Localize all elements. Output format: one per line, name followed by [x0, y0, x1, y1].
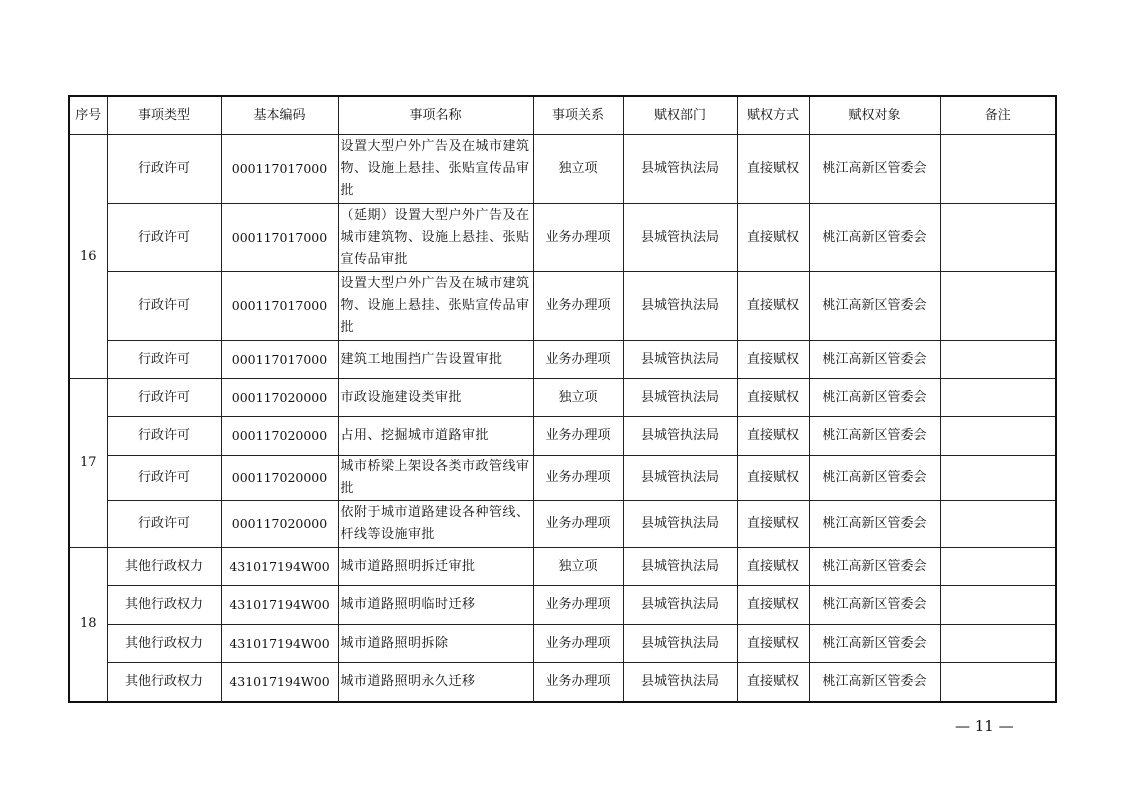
- item-type-cell: 行政许可: [107, 456, 221, 501]
- note-cell: [940, 135, 1056, 204]
- grant-method-cell: 直接赋权: [737, 456, 809, 501]
- seq-cell: 18: [69, 548, 107, 702]
- grant-target-cell: 桃江高新区管委会: [809, 548, 940, 586]
- note-cell: [940, 663, 1056, 702]
- item-name-cell: 城市桥梁上架设各类市政管线审批: [338, 456, 533, 501]
- power-list-table: [68, 95, 1057, 703]
- table-row: [69, 456, 1056, 501]
- grant-target-cell: 桃江高新区管委会: [809, 204, 940, 272]
- grant-target-cell: 桃江高新区管委会: [809, 456, 940, 501]
- item-name-cell: 城市道路照明永久迁移: [338, 663, 533, 702]
- grant-method-cell: 直接赋权: [737, 625, 809, 663]
- base-code-cell: 000117020000: [221, 417, 338, 456]
- item-type-cell: 行政许可: [107, 379, 221, 417]
- header-code: 基本编码: [221, 96, 338, 135]
- item-relation-cell: 业务办理项: [533, 204, 623, 272]
- base-code-cell: 000117020000: [221, 456, 338, 501]
- base-code-cell: 000117017000: [221, 341, 338, 379]
- item-type-cell: 行政许可: [107, 135, 221, 204]
- table-row: [69, 135, 1056, 204]
- base-code-cell: 431017194W00: [221, 625, 338, 663]
- grant-dept-cell: 县城管执法局: [623, 501, 737, 548]
- grant-dept-cell: 县城管执法局: [623, 663, 737, 702]
- item-type-cell: 其他行政权力: [107, 586, 221, 625]
- header-seq: 序号: [69, 96, 107, 135]
- grant-dept-cell: 县城管执法局: [623, 379, 737, 417]
- base-code-cell: 000117020000: [221, 379, 338, 417]
- grant-dept-cell: 县城管执法局: [623, 586, 737, 625]
- table-header: [69, 96, 1056, 135]
- grant-target-cell: 桃江高新区管委会: [809, 417, 940, 456]
- item-name-cell: 市政设施建设类审批: [338, 379, 533, 417]
- grant-method-cell: 直接赋权: [737, 135, 809, 204]
- grant-target-cell: 桃江高新区管委会: [809, 663, 940, 702]
- item-relation-cell: 独立项: [533, 548, 623, 586]
- table-row: [69, 501, 1056, 548]
- grant-target-cell: 桃江高新区管委会: [809, 341, 940, 379]
- header-name: 事项名称: [338, 96, 533, 135]
- table-row: [69, 548, 1056, 586]
- header-note: 备注: [940, 96, 1056, 135]
- base-code-cell: 431017194W00: [221, 548, 338, 586]
- item-name-cell: （延期）设置大型户外广告及在城市建筑物、设施上悬挂、张贴宣传品审批: [338, 204, 533, 272]
- item-type-cell: 其他行政权力: [107, 625, 221, 663]
- table-body: [69, 135, 1056, 702]
- seq-cell: 16: [69, 135, 107, 379]
- grant-target-cell: 桃江高新区管委会: [809, 379, 940, 417]
- note-cell: [940, 204, 1056, 272]
- table-row: [69, 379, 1056, 417]
- item-type-cell: 行政许可: [107, 501, 221, 548]
- grant-dept-cell: 县城管执法局: [623, 341, 737, 379]
- grant-dept-cell: 县城管执法局: [623, 625, 737, 663]
- note-cell: [940, 341, 1056, 379]
- grant-method-cell: 直接赋权: [737, 586, 809, 625]
- grant-target-cell: 桃江高新区管委会: [809, 586, 940, 625]
- item-type-cell: 行政许可: [107, 272, 221, 341]
- base-code-cell: 431017194W00: [221, 586, 338, 625]
- item-relation-cell: 业务办理项: [533, 341, 623, 379]
- table-row: [69, 625, 1056, 663]
- item-name-cell: 城市道路照明拆除: [338, 625, 533, 663]
- grant-method-cell: 直接赋权: [737, 501, 809, 548]
- note-cell: [940, 456, 1056, 501]
- item-type-cell: 行政许可: [107, 204, 221, 272]
- grant-method-cell: 直接赋权: [737, 663, 809, 702]
- item-name-cell: 占用、挖掘城市道路审批: [338, 417, 533, 456]
- seq-cell: 17: [69, 379, 107, 548]
- item-name-cell: 城市道路照明临时迁移: [338, 586, 533, 625]
- item-type-cell: 其他行政权力: [107, 548, 221, 586]
- table-row: [69, 663, 1056, 702]
- item-name-cell: 设置大型户外广告及在城市建筑物、设施上悬挂、张贴宣传品审批: [338, 135, 533, 204]
- note-cell: [940, 586, 1056, 625]
- page-number: — 11 —: [955, 717, 1014, 735]
- header-relation: 事项关系: [533, 96, 623, 135]
- grant-target-cell: 桃江高新区管委会: [809, 501, 940, 548]
- grant-dept-cell: 县城管执法局: [623, 135, 737, 204]
- grant-target-cell: 桃江高新区管委会: [809, 272, 940, 341]
- item-relation-cell: 业务办理项: [533, 663, 623, 702]
- table-row: [69, 204, 1056, 272]
- item-relation-cell: 业务办理项: [533, 417, 623, 456]
- header-method: 赋权方式: [737, 96, 809, 135]
- grant-method-cell: 直接赋权: [737, 379, 809, 417]
- item-type-cell: 其他行政权力: [107, 663, 221, 702]
- note-cell: [940, 625, 1056, 663]
- grant-method-cell: 直接赋权: [737, 417, 809, 456]
- grant-target-cell: 桃江高新区管委会: [809, 625, 940, 663]
- table-row: [69, 586, 1056, 625]
- note-cell: [940, 379, 1056, 417]
- item-relation-cell: 业务办理项: [533, 272, 623, 341]
- note-cell: [940, 417, 1056, 456]
- item-relation-cell: 独立项: [533, 379, 623, 417]
- grant-dept-cell: 县城管执法局: [623, 272, 737, 341]
- note-cell: [940, 501, 1056, 548]
- grant-dept-cell: 县城管执法局: [623, 204, 737, 272]
- grant-method-cell: 直接赋权: [737, 272, 809, 341]
- item-name-cell: 建筑工地围挡广告设置审批: [338, 341, 533, 379]
- item-relation-cell: 业务办理项: [533, 501, 623, 548]
- note-cell: [940, 272, 1056, 341]
- grant-dept-cell: 县城管执法局: [623, 548, 737, 586]
- header-type: 事项类型: [107, 96, 221, 135]
- base-code-cell: 000117017000: [221, 135, 338, 204]
- item-type-cell: 行政许可: [107, 341, 221, 379]
- item-name-cell: 依附于城市道路建设各种管线、杆线等设施审批: [338, 501, 533, 548]
- grant-method-cell: 直接赋权: [737, 548, 809, 586]
- base-code-cell: 000117017000: [221, 272, 338, 341]
- grant-dept-cell: 县城管执法局: [623, 417, 737, 456]
- grant-method-cell: 直接赋权: [737, 204, 809, 272]
- item-relation-cell: 业务办理项: [533, 456, 623, 501]
- header-target: 赋权对象: [809, 96, 940, 135]
- grant-method-cell: 直接赋权: [737, 341, 809, 379]
- grant-target-cell: 桃江高新区管委会: [809, 135, 940, 204]
- base-code-cell: 000117017000: [221, 204, 338, 272]
- item-name-cell: 设置大型户外广告及在城市建筑物、设施上悬挂、张贴宣传品审批: [338, 272, 533, 341]
- item-type-cell: 行政许可: [107, 417, 221, 456]
- item-name-cell: 城市道路照明拆迁审批: [338, 548, 533, 586]
- header-row: [69, 96, 1056, 135]
- table-row: [69, 341, 1056, 379]
- grant-dept-cell: 县城管执法局: [623, 456, 737, 501]
- item-relation-cell: 业务办理项: [533, 586, 623, 625]
- table-row: [69, 417, 1056, 456]
- table-row: [69, 272, 1056, 341]
- note-cell: [940, 548, 1056, 586]
- item-relation-cell: 独立项: [533, 135, 623, 204]
- base-code-cell: 000117020000: [221, 501, 338, 548]
- base-code-cell: 431017194W00: [221, 663, 338, 702]
- item-relation-cell: 业务办理项: [533, 625, 623, 663]
- header-dept: 赋权部门: [623, 96, 737, 135]
